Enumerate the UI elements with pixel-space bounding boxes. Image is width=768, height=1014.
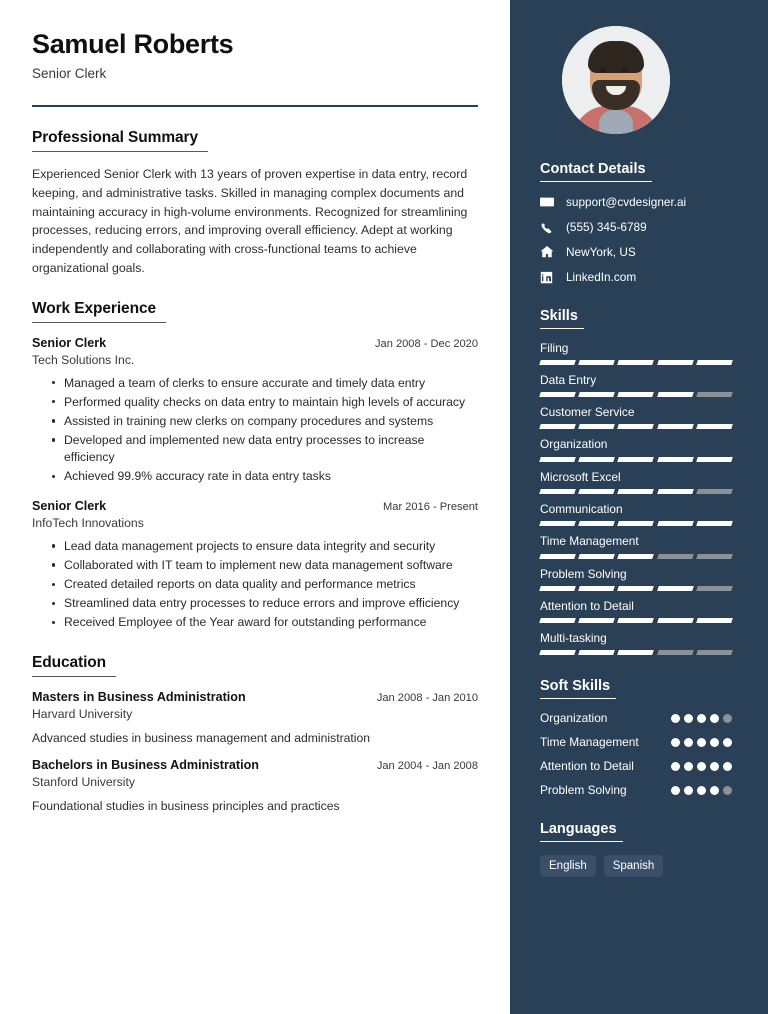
soft-skill-dot <box>671 738 680 747</box>
soft-skill-dot <box>710 786 719 795</box>
skill-segment <box>618 489 655 494</box>
work-date: Jan 2008 - Dec 2020 <box>375 337 478 350</box>
soft-skills-list <box>540 711 740 798</box>
work-bullet: Collaborated with IT team to implement new data management software <box>52 557 478 575</box>
contact-value: (555) 345-6789 <box>566 220 647 235</box>
soft-skill-label: Problem Solving <box>540 783 627 798</box>
skill-label: Filing <box>540 340 569 355</box>
work-entry <box>32 336 478 486</box>
header-divider <box>32 105 478 107</box>
phone-icon <box>540 221 557 234</box>
home-icon <box>540 245 557 259</box>
work-bullet: Lead data management projects to ensure data integrity and security <box>52 538 478 556</box>
skill-segment <box>618 392 655 397</box>
skill-segment <box>696 489 733 494</box>
skill-segment <box>618 650 655 655</box>
skill-segment <box>657 650 694 655</box>
contact-value: NewYork, US <box>566 245 636 260</box>
skill-segment <box>578 392 615 397</box>
education-entry-header <box>32 690 478 704</box>
skill-level-bar <box>540 424 732 429</box>
education-school: Stanford University <box>32 774 135 789</box>
language-chip: Spanish <box>604 855 664 877</box>
soft-skill-rating <box>671 786 732 795</box>
skill-label: Multi-tasking <box>540 631 607 646</box>
languages-list <box>540 855 740 877</box>
skill-segment <box>696 618 733 623</box>
work-bullet: Managed a team of clerks to ensure accurate and timely data entry <box>52 375 478 393</box>
soft-skill-dot <box>684 738 693 747</box>
soft-skill-label: Attention to Detail <box>540 759 634 774</box>
summary-text: Experienced Senior Clerk with 13 years of proven expertise in data entry, record keeping, and administrative tasks. Skilled in managing complex documents and maintaining accuracy in high-volume environments. Recognized for streamlining processes, reducing errors, and improving overall efficiency. Adept at working independently and collaborating with cross-functional teams to achieve organizational goals. <box>32 167 468 275</box>
soft-skill-dot <box>723 786 732 795</box>
skill-segment <box>618 586 655 591</box>
skill-segment <box>539 457 576 462</box>
skill-segment <box>578 586 615 591</box>
soft-skill-label: Organization <box>540 711 608 726</box>
skill-item <box>540 437 740 461</box>
skill-segment <box>539 586 576 591</box>
skill-level-bar <box>540 650 732 655</box>
skill-segment <box>539 489 576 494</box>
contact-row[interactable] <box>540 270 740 284</box>
section-languages <box>540 820 768 877</box>
soft-skill-rating <box>671 762 732 771</box>
skill-segment <box>657 392 694 397</box>
skill-level-bar <box>540 521 732 526</box>
skill-label: Problem Solving <box>540 566 627 581</box>
section-contact-details <box>540 160 768 285</box>
work-bullet: Streamlined data entry processes to reduce errors and improve efficiency <box>52 595 478 613</box>
education-degree: Masters in Business Administration <box>32 689 246 704</box>
skill-segment <box>578 457 615 462</box>
skill-segment <box>657 489 694 494</box>
skill-segment <box>657 360 694 365</box>
contact-row[interactable] <box>540 220 740 234</box>
skill-segment <box>539 554 576 559</box>
linkedin-icon <box>540 271 557 284</box>
skill-segment <box>696 586 733 591</box>
work-bullet: Received Employee of the Year award for outstanding performance <box>52 614 478 632</box>
skill-segment <box>618 360 655 365</box>
education-degree: Bachelors in Business Administration <box>32 757 259 772</box>
contact-list <box>540 195 740 285</box>
contact-value: support@cvdesigner.ai <box>566 195 687 209</box>
section-heading-work: Work Experience <box>32 300 166 323</box>
work-bullet: Performed quality checks on data entry to maintain high levels of accuracy <box>52 394 478 412</box>
education-entry <box>32 690 478 745</box>
work-entry <box>32 499 478 632</box>
skill-item <box>540 534 740 558</box>
section-education <box>32 654 478 813</box>
soft-skill-item <box>540 759 732 774</box>
soft-skill-dot <box>710 738 719 747</box>
skill-segment <box>696 360 733 365</box>
skill-level-bar <box>540 360 732 365</box>
section-professional-summary <box>32 129 478 277</box>
soft-skill-dot <box>723 738 732 747</box>
skill-segment <box>618 457 655 462</box>
soft-skill-dot <box>723 714 732 723</box>
section-heading-education: Education <box>32 654 116 677</box>
education-entry-list <box>32 690 478 813</box>
work-bullet-list <box>32 375 478 486</box>
education-description: Foundational studies in business principles and practices <box>32 798 340 813</box>
soft-skill-dot <box>684 714 693 723</box>
soft-skill-label: Time Management <box>540 735 639 750</box>
work-organization: Tech Solutions Inc. <box>32 352 135 367</box>
envelope-icon <box>540 195 557 209</box>
soft-skill-dot <box>697 762 706 771</box>
soft-skill-dot <box>723 762 732 771</box>
skill-item <box>540 405 740 429</box>
skill-level-bar <box>540 392 732 397</box>
skill-segment <box>578 554 615 559</box>
skill-level-bar <box>540 489 732 494</box>
skill-segment <box>657 618 694 623</box>
work-organization: InfoTech Innovations <box>32 515 144 530</box>
skill-segment <box>539 360 576 365</box>
soft-skill-dot <box>684 762 693 771</box>
skill-item <box>540 631 740 655</box>
skill-segment <box>696 392 733 397</box>
education-school: Harvard University <box>32 706 133 721</box>
skill-segment <box>618 521 655 526</box>
work-entry-list <box>32 336 478 632</box>
skill-level-bar <box>540 554 732 559</box>
section-heading-skills: Skills <box>540 308 584 329</box>
work-bullet-list <box>32 538 478 632</box>
soft-skill-dot <box>710 762 719 771</box>
work-role: Senior Clerk <box>32 498 107 513</box>
skill-segment <box>578 521 615 526</box>
skill-level-bar <box>540 457 732 462</box>
education-entry <box>32 758 478 813</box>
skill-segment <box>578 650 615 655</box>
skill-label: Time Management <box>540 534 639 549</box>
page-title: Samuel Roberts <box>32 29 234 59</box>
skill-segment <box>539 392 576 397</box>
soft-skill-rating <box>671 738 732 747</box>
job-title: Senior Clerk <box>32 66 107 82</box>
skills-list <box>540 341 740 656</box>
skill-segment <box>618 424 655 429</box>
skill-label: Organization <box>540 437 608 452</box>
education-date: Jan 2004 - Jan 2008 <box>376 759 478 772</box>
section-skills <box>540 307 768 656</box>
skill-label: Attention to Detail <box>540 598 634 613</box>
sidebar <box>510 0 768 1014</box>
work-entry-header <box>32 336 478 350</box>
skill-segment <box>539 521 576 526</box>
education-entry-header <box>32 758 478 772</box>
skill-segment <box>539 650 576 655</box>
skill-item <box>540 599 740 623</box>
soft-skill-item <box>540 783 732 798</box>
soft-skill-item <box>540 711 732 726</box>
soft-skill-dot <box>671 762 680 771</box>
contact-row[interactable] <box>540 245 740 259</box>
section-heading-soft-skills: Soft Skills <box>540 678 616 699</box>
skill-level-bar <box>540 618 732 623</box>
skill-segment <box>696 424 733 429</box>
skill-segment <box>618 618 655 623</box>
skill-item <box>540 502 740 526</box>
skill-level-bar <box>540 586 732 591</box>
skill-segment <box>578 360 615 365</box>
work-bullet: Created detailed reports on data quality and performance metrics <box>52 576 478 594</box>
skill-label: Communication <box>540 502 623 517</box>
section-soft-skills <box>540 677 768 798</box>
soft-skill-dot <box>697 714 706 723</box>
skill-segment <box>539 424 576 429</box>
skill-item <box>540 470 740 494</box>
skill-segment <box>657 554 694 559</box>
section-heading-languages: Languages <box>540 821 623 842</box>
skill-segment <box>657 521 694 526</box>
skill-item <box>540 341 740 365</box>
skill-segment <box>696 457 733 462</box>
work-bullet: Developed and implemented new data entry processes to increase efficiency <box>52 432 478 467</box>
avatar <box>562 26 670 134</box>
skill-segment <box>696 650 733 655</box>
skill-label: Customer Service <box>540 405 635 420</box>
soft-skill-dot <box>710 714 719 723</box>
soft-skill-dot <box>671 714 680 723</box>
skill-segment <box>618 554 655 559</box>
skill-segment <box>696 554 733 559</box>
contact-value: LinkedIn.com <box>566 270 637 285</box>
section-heading-summary: Professional Summary <box>32 129 208 152</box>
skill-segment <box>696 521 733 526</box>
skill-segment <box>578 424 615 429</box>
work-bullet: Achieved 99.9% accuracy rate in data entry tasks <box>52 468 478 486</box>
language-chip: English <box>540 855 596 877</box>
soft-skill-item <box>540 735 732 750</box>
soft-skill-dot <box>671 786 680 795</box>
skill-label: Data Entry <box>540 372 597 387</box>
work-role: Senior Clerk <box>32 335 107 350</box>
skill-item <box>540 373 740 397</box>
skill-item <box>540 567 740 591</box>
skill-segment <box>578 618 615 623</box>
section-heading-contact: Contact Details <box>540 161 652 182</box>
skill-segment <box>657 457 694 462</box>
section-work-experience <box>32 300 478 632</box>
soft-skill-dot <box>684 786 693 795</box>
soft-skill-dot <box>697 786 706 795</box>
soft-skill-dot <box>697 738 706 747</box>
education-date: Jan 2008 - Jan 2010 <box>376 691 478 704</box>
work-bullet: Assisted in training new clerks on company procedures and systems <box>52 413 478 431</box>
education-description: Advanced studies in business management and administration <box>32 730 371 745</box>
work-date: Mar 2016 - Present <box>383 500 478 513</box>
soft-skill-rating <box>671 714 732 723</box>
contact-row[interactable] <box>540 195 740 209</box>
skill-label: Microsoft Excel <box>540 469 621 484</box>
work-entry-header <box>32 499 478 513</box>
skill-segment <box>657 424 694 429</box>
skill-segment <box>539 618 576 623</box>
skill-segment <box>657 586 694 591</box>
skill-segment <box>578 489 615 494</box>
